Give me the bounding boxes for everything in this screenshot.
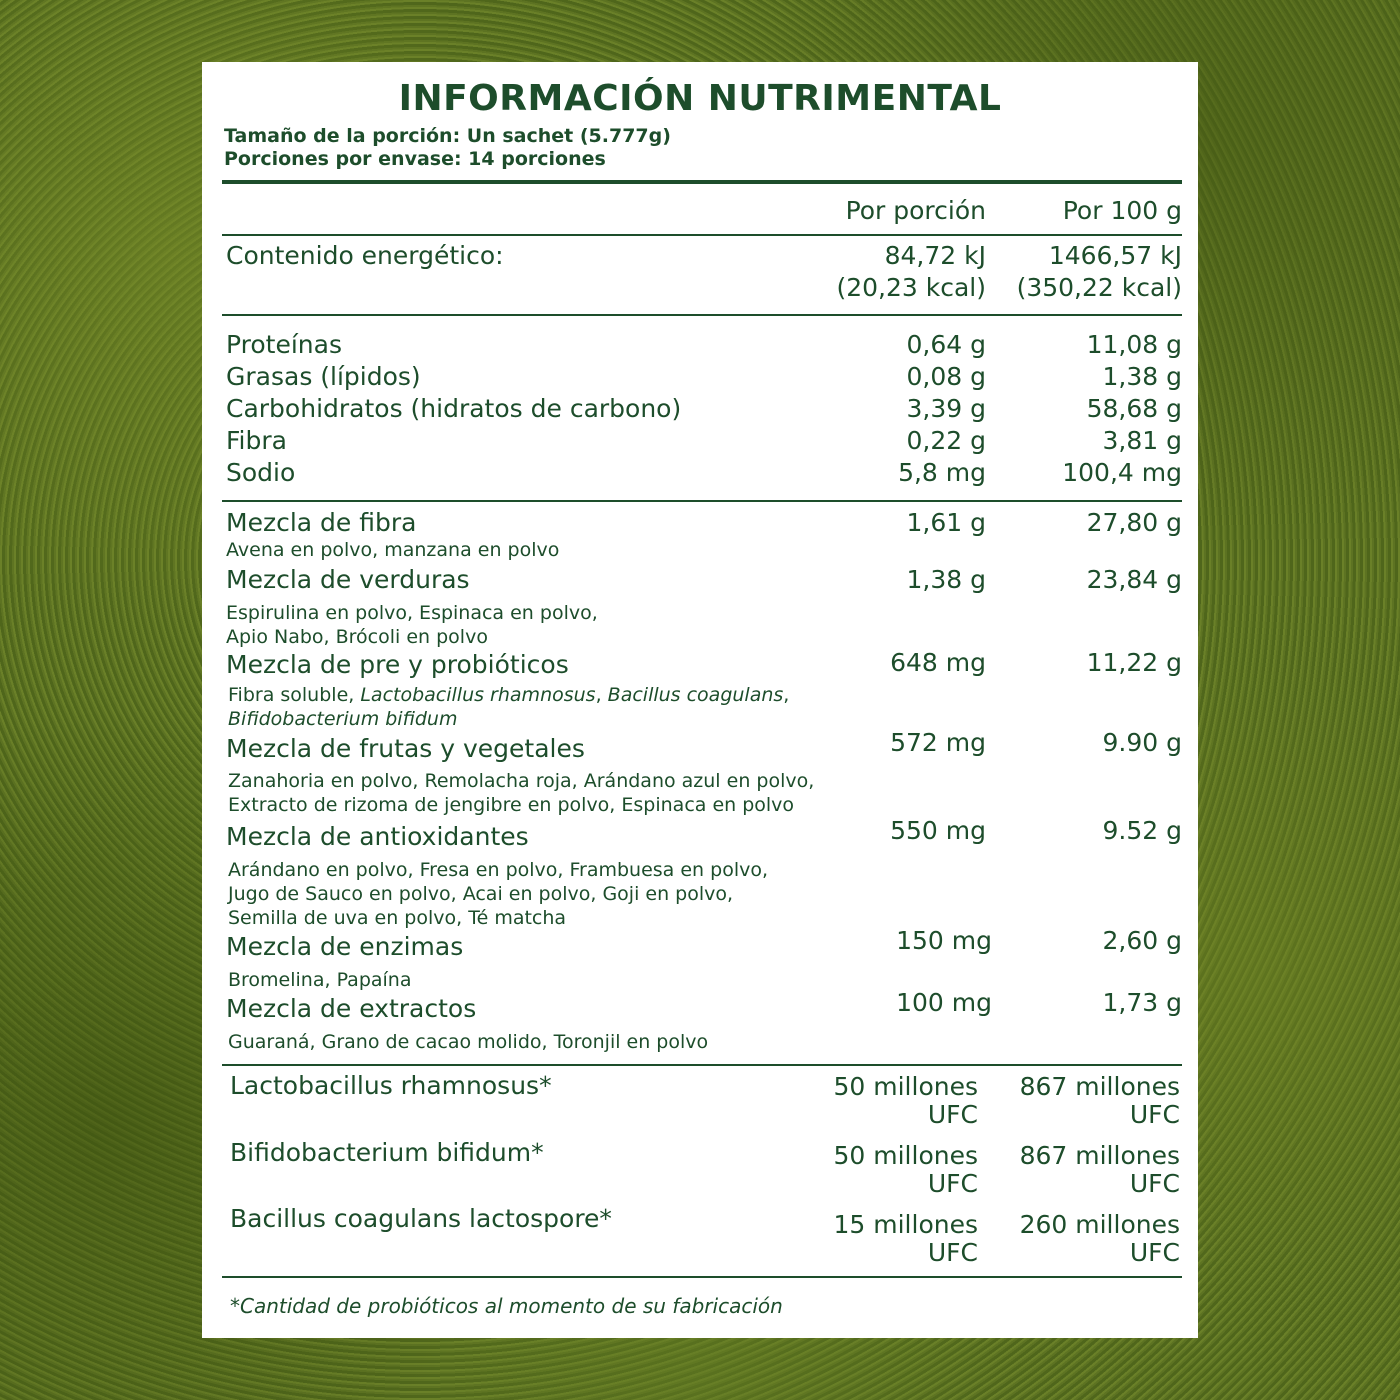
- energy-label: Contenido energético:: [226, 241, 504, 270]
- nutrition-facts-panel: [202, 62, 1198, 1338]
- blend-per-100g: 27,80 g: [1086, 508, 1182, 537]
- desc-text: ,: [595, 684, 608, 706]
- nutrient-per-serving: 5,8 mg: [898, 458, 986, 487]
- divider: [222, 500, 1182, 502]
- probiotic-per-100g-unit: UFC: [1129, 1238, 1180, 1267]
- serving-size: Tamaño de la porción: Un sachet (5.777g): [224, 125, 671, 147]
- col-header-per-serving: Por porción: [845, 196, 986, 225]
- nutrient-per-100g: 3,81 g: [1102, 426, 1182, 455]
- desc-text: Fibra soluble,: [228, 684, 361, 706]
- nutrient-label: Carbohidratos (hidratos de carbono): [226, 394, 682, 423]
- probiotic-per-serving-unit: UFC: [927, 1169, 978, 1198]
- panel-title: INFORMACIÓN NUTRIMENTAL: [398, 78, 1002, 119]
- probiotic-label: Bacillus coagulans lactospore*: [230, 1204, 612, 1233]
- nutrient-per-100g: 1,38 g: [1102, 362, 1182, 391]
- nutrient-label: Sodio: [226, 458, 296, 487]
- blend-description: [228, 684, 789, 706]
- probiotic-per-serving-unit: UFC: [927, 1100, 978, 1129]
- footnote: *Cantidad de probióticos al momento de su fabricación: [230, 1294, 783, 1318]
- blend-per-100g: 9.52 g: [1102, 816, 1182, 845]
- probiotic-per-100g-unit: UFC: [1129, 1169, 1180, 1198]
- blend-description: Bifidobacterium bifidum: [228, 708, 458, 730]
- nutrient-per-serving: 0,64 g: [906, 330, 986, 359]
- desc-species: Bacillus coagulans: [607, 684, 784, 706]
- probiotic-per-100g: 260 millones: [1019, 1210, 1180, 1239]
- blend-per-serving: 648 mg: [890, 648, 986, 677]
- blend-per-serving: 1,38 g: [906, 565, 986, 594]
- divider: [222, 1276, 1182, 1278]
- energy-per-serving-kcal: (20,23 kcal): [836, 273, 986, 302]
- blend-per-100g: 1,73 g: [1102, 988, 1182, 1017]
- probiotic-label: Bifidobacterium bifidum*: [230, 1138, 544, 1167]
- blend-label: Mezcla de extractos: [226, 994, 477, 1023]
- blend-per-serving: 550 mg: [890, 816, 986, 845]
- blend-description: Semilla de uva en polvo, Té matcha: [228, 907, 567, 929]
- blend-description: Guaraná, Grano de cacao molido, Toronjil en polvo: [228, 1031, 709, 1053]
- probiotic-label: Lactobacillus rhamnosus*: [230, 1071, 552, 1100]
- blend-label: Mezcla de verduras: [226, 565, 470, 594]
- blend-per-serving: 100 mg: [896, 988, 992, 1017]
- col-header-per-100g: Por 100 g: [1062, 196, 1182, 225]
- desc-species: Lactobacillus rhamnosus: [360, 684, 596, 706]
- nutrient-per-100g: 100,4 mg: [1062, 458, 1182, 487]
- blend-label: Mezcla de pre y probióticos: [226, 650, 569, 679]
- nutrient-label: Grasas (lípidos): [226, 362, 421, 391]
- blend-label: Mezcla de antioxidantes: [226, 822, 529, 851]
- divider: [222, 314, 1182, 316]
- servings-per-container: Porciones por envase: 14 porciones: [224, 148, 606, 170]
- blend-description: Extracto de rizoma de jengibre en polvo, Espinaca en polvo: [228, 794, 795, 816]
- probiotic-per-100g-unit: UFC: [1129, 1100, 1180, 1129]
- nutrient-label: Fibra: [226, 426, 287, 455]
- nutrient-per-serving: 0,22 g: [906, 426, 986, 455]
- blend-description: Avena en polvo, manzana en polvo: [226, 539, 560, 561]
- energy-per-100g-kcal: (350,22 kcal): [1016, 273, 1182, 302]
- blend-per-100g: 2,60 g: [1102, 926, 1182, 955]
- blend-per-serving: 572 mg: [890, 728, 986, 757]
- blend-description: Zanahoria en polvo, Remolacha roja, Arándano azul en polvo,: [228, 770, 815, 792]
- desc-text: ,: [783, 684, 790, 706]
- blend-description: Jugo de Sauco en polvo, Acai en polvo, Goji en polvo,: [228, 883, 734, 905]
- blend-per-100g: 23,84 g: [1086, 565, 1182, 594]
- divider: [222, 234, 1182, 236]
- energy-per-serving-kj: 84,72 kJ: [884, 241, 986, 270]
- blend-description: Apio Nabo, Brócoli en polvo: [226, 626, 488, 648]
- blend-description: Espirulina en polvo, Espinaca en polvo,: [226, 602, 598, 624]
- nutrient-per-serving: 3,39 g: [906, 394, 986, 423]
- blend-label: Mezcla de frutas y vegetales: [226, 734, 585, 763]
- nutrient-label: Proteínas: [226, 330, 342, 359]
- blend-description: Bromelina, Papaína: [228, 969, 412, 991]
- probiotic-per-100g: 867 millones: [1019, 1072, 1180, 1101]
- nutrient-per-serving: 0,08 g: [906, 362, 986, 391]
- blend-per-serving: 150 mg: [896, 926, 992, 955]
- blend-per-serving: 1,61 g: [906, 508, 986, 537]
- blend-per-100g: 9.90 g: [1102, 728, 1182, 757]
- blend-description: Arándano en polvo, Fresa en polvo, Frambuesa en polvo,: [228, 859, 769, 881]
- nutrient-per-100g: 11,08 g: [1086, 330, 1182, 359]
- energy-per-100g-kj: 1466,57 kJ: [1048, 241, 1182, 270]
- blend-label: Mezcla de enzimas: [226, 932, 464, 961]
- probiotic-per-serving-unit: UFC: [927, 1238, 978, 1267]
- probiotic-per-serving: 50 millones: [833, 1141, 978, 1170]
- nutrient-per-100g: 58,68 g: [1086, 394, 1182, 423]
- divider-thick: [222, 180, 1182, 184]
- probiotic-per-serving: 50 millones: [833, 1072, 978, 1101]
- probiotic-per-100g: 867 millones: [1019, 1141, 1180, 1170]
- probiotic-per-serving: 15 millones: [833, 1210, 978, 1239]
- divider: [222, 1064, 1182, 1066]
- blend-label: Mezcla de fibra: [226, 508, 417, 537]
- blend-per-100g: 11,22 g: [1086, 648, 1182, 677]
